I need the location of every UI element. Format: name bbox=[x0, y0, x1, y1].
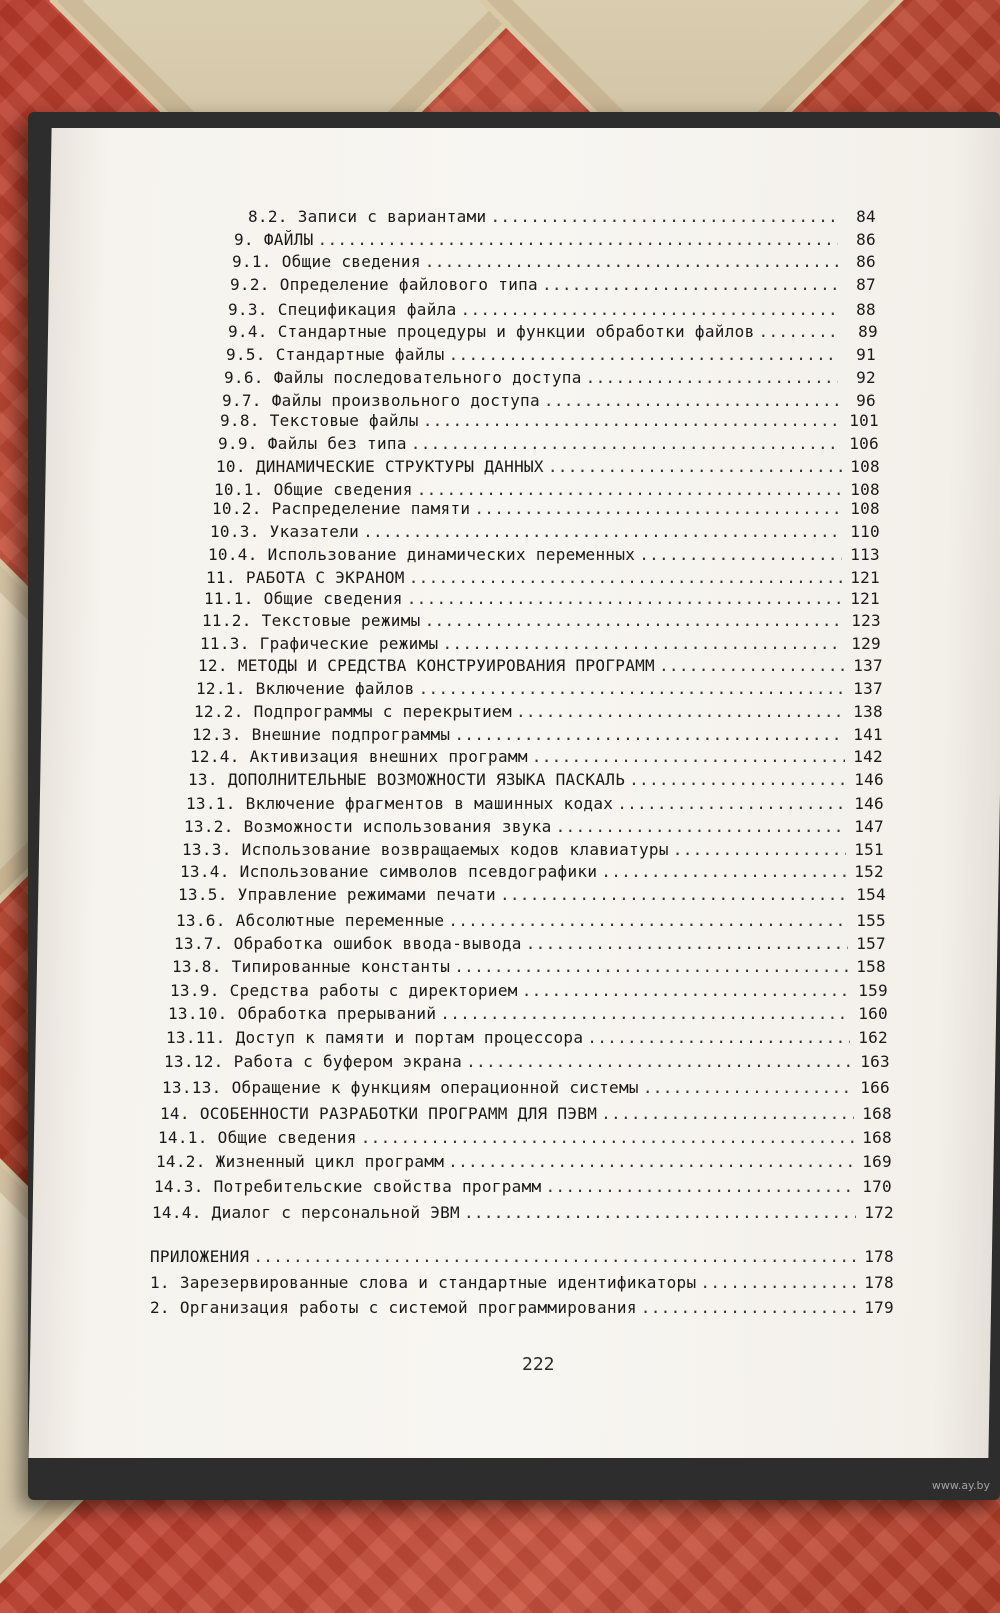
toc-entry-page: 162 bbox=[858, 1028, 888, 1047]
toc-entry bbox=[150, 1247, 894, 1269]
toc-entry bbox=[204, 589, 880, 611]
toc-entry-page: 146 bbox=[854, 794, 884, 813]
toc-entry-page: 108 bbox=[850, 499, 880, 518]
toc-entry bbox=[220, 411, 879, 433]
toc-leader-dots bbox=[423, 411, 841, 430]
toc-entry-number: 12.3. bbox=[192, 725, 242, 744]
toc-entry-number: 13.7. bbox=[174, 934, 224, 953]
toc-entry-number: 11.1. bbox=[204, 589, 254, 608]
toc-entry-title: Внешние подпрограммы bbox=[251, 725, 451, 744]
toc-leader-dots bbox=[407, 589, 842, 608]
toc-entry-title: МЕТОДЫ И СРЕДСТВА КОНСТРУИРОВАНИЯ ПРОГРАММ bbox=[237, 656, 655, 675]
toc-entry-title: Использование возвращаемых кодов клавиатуры bbox=[241, 840, 669, 859]
toc-leader-dots bbox=[440, 1004, 850, 1023]
toc-entry-title: Текстовые файлы bbox=[269, 411, 419, 430]
toc-entry-page: 178 bbox=[864, 1273, 894, 1292]
toc-entry-number: 9.6. bbox=[224, 368, 264, 387]
toc-entry-page: 121 bbox=[850, 568, 880, 587]
toc-entry-number: 2. bbox=[150, 1298, 170, 1317]
toc-leader-dots bbox=[643, 1078, 852, 1097]
toc-leader-dots bbox=[617, 794, 846, 813]
toc-entry bbox=[150, 1273, 894, 1295]
toc-entry-page: 123 bbox=[851, 611, 881, 630]
toc-leader-dots bbox=[411, 434, 841, 453]
toc-entry-page: 168 bbox=[862, 1128, 892, 1147]
toc-leader-dots bbox=[542, 275, 838, 294]
toc-entry bbox=[206, 568, 880, 590]
toc-entry-number: 12.4. bbox=[190, 747, 240, 766]
toc-entry-title: Текстовые режимы bbox=[261, 611, 421, 630]
toc-entry-number: 14.2. bbox=[156, 1152, 206, 1171]
toc-leader-dots bbox=[417, 480, 842, 499]
toc-leader-dots bbox=[425, 611, 843, 630]
toc-entry bbox=[154, 1177, 892, 1199]
toc-entry bbox=[192, 725, 883, 747]
toc-entry-page: 108 bbox=[850, 480, 880, 499]
toc-leader-dots bbox=[673, 840, 846, 859]
toc-entry-number: 9.9. bbox=[218, 434, 258, 453]
toc-entry-number: 9.2. bbox=[230, 275, 270, 294]
toc-entry-number: 12.2. bbox=[194, 702, 244, 721]
toc-entry-number: 1. bbox=[150, 1273, 170, 1292]
toc-entry-title: Обращение к функциям операционной системы bbox=[231, 1078, 639, 1097]
toc-entry-title: ОСОБЕННОСТИ РАЗРАБОТКИ ПРОГРАММ ДЛЯ ПЭВМ bbox=[199, 1104, 598, 1123]
toc-entry bbox=[150, 1298, 894, 1320]
toc-leader-dots bbox=[253, 1247, 856, 1266]
toc-entry-number: 13.2. bbox=[184, 817, 234, 836]
toc-leader-dots bbox=[544, 391, 838, 410]
toc-entry-title: Файлы последовательного доступа bbox=[273, 368, 582, 387]
toc-entry-number: 13.12. bbox=[164, 1052, 224, 1071]
toc-entry-title: ДИНАМИЧЕСКИЕ СТРУКТУРЫ ДАННЫХ bbox=[255, 457, 544, 476]
toc-entry bbox=[194, 702, 883, 724]
toc-entry-number: 11.2. bbox=[202, 611, 252, 630]
toc-entry-number: 11. bbox=[206, 568, 236, 587]
toc-entry-number: 9.7. bbox=[222, 391, 262, 410]
toc-entry-page: 96 bbox=[856, 391, 876, 410]
toc-entry bbox=[158, 1128, 892, 1150]
toc-entry bbox=[212, 499, 880, 521]
toc-entry-title: Включение файлов bbox=[255, 679, 415, 698]
toc-entry bbox=[200, 634, 881, 656]
toc-entry-number: 12.1. bbox=[196, 679, 246, 698]
toc-entry-number: 9. bbox=[234, 230, 254, 249]
toc-leader-dots bbox=[548, 457, 842, 476]
toc-leader-dots bbox=[448, 911, 848, 930]
toc-entry-title: Включение фрагментов в машинных кодах bbox=[245, 794, 614, 813]
toc-entry-number: 9.3. bbox=[228, 300, 268, 319]
toc-entry bbox=[248, 207, 876, 229]
toc-entry-page: 155 bbox=[856, 911, 886, 930]
toc-entry bbox=[168, 1004, 888, 1026]
toc-entry-title: Общие сведения bbox=[217, 1128, 357, 1147]
toc-entry-number: 13.3. bbox=[182, 840, 232, 859]
toc-entry-page: 169 bbox=[862, 1152, 892, 1171]
toc-entry-page: 170 bbox=[862, 1177, 892, 1196]
toc-leader-dots bbox=[526, 934, 848, 953]
toc-leader-dots bbox=[586, 368, 838, 387]
toc-leader-dots bbox=[601, 1104, 854, 1123]
toc-entry-page: 163 bbox=[860, 1052, 890, 1071]
toc-entry-number: 9.4. bbox=[228, 322, 268, 341]
toc-leader-dots bbox=[587, 1028, 850, 1047]
toc-entry-page: 108 bbox=[850, 457, 880, 476]
toc-entry bbox=[216, 457, 880, 479]
toc-entry bbox=[190, 747, 883, 769]
toc-entry bbox=[170, 981, 888, 1003]
toc-entry-page: 137 bbox=[853, 656, 883, 675]
toc-entry bbox=[174, 934, 886, 956]
toc-entry-title: Управление режимами печати bbox=[237, 885, 496, 904]
toc-entry-title: Диалог с персональной ЭВМ bbox=[211, 1203, 460, 1222]
toc-entry-title: Файлы произвольного доступа bbox=[271, 391, 540, 410]
toc-entry-page: 89 bbox=[858, 322, 878, 341]
toc-entry bbox=[180, 862, 884, 884]
toc-entry bbox=[182, 840, 884, 862]
toc-entry-title: Файлы без типа bbox=[267, 434, 407, 453]
toc-entry-number: 9.1. bbox=[232, 252, 272, 271]
toc-entry-number: 13.9. bbox=[170, 981, 220, 1000]
toc-entry-number: 14.4. bbox=[152, 1203, 202, 1222]
toc-leader-dots bbox=[641, 1298, 856, 1317]
toc-entry-page: 152 bbox=[854, 862, 884, 881]
toc-leader-dots bbox=[601, 862, 846, 881]
toc-entry bbox=[160, 1104, 892, 1126]
toc-entry-page: 101 bbox=[849, 411, 879, 430]
toc-entry bbox=[152, 1203, 894, 1225]
toc-entry bbox=[176, 911, 886, 933]
toc-entry-page: 154 bbox=[856, 885, 886, 904]
toc-entry-page: 86 bbox=[856, 252, 876, 271]
toc-entry-title: Подпрограммы с перекрытием bbox=[253, 702, 512, 721]
toc-entry-title: Распределение памяти bbox=[271, 499, 471, 518]
toc-leader-dots bbox=[464, 1203, 856, 1222]
toc-entry-title: Возможности использования звука bbox=[243, 817, 552, 836]
toc-entry-title: Общие сведения bbox=[273, 480, 413, 499]
toc-leader-dots bbox=[759, 322, 840, 341]
toc-entry-number: 12. bbox=[198, 656, 228, 675]
toc-entry bbox=[164, 1052, 890, 1074]
toc-leader-dots bbox=[545, 1177, 854, 1196]
toc-entry bbox=[162, 1078, 890, 1100]
toc-entry-page: 179 bbox=[864, 1298, 894, 1317]
toc-entry bbox=[230, 275, 876, 297]
toc-entry bbox=[226, 345, 876, 367]
toc-entry-number: 10.3. bbox=[210, 522, 260, 541]
toc-entry-number: 13.1. bbox=[186, 794, 236, 813]
toc-entry bbox=[172, 957, 886, 979]
toc-entry-title: РАБОТА С ЭКРАНОМ bbox=[245, 568, 405, 587]
toc-entry bbox=[186, 794, 884, 816]
toc-entry-title: Стандартные процедуры и функции обработки файлов bbox=[277, 322, 755, 341]
toc-entry-title: Спецификация файла bbox=[277, 300, 457, 319]
toc-entry-title: Доступ к памяти и портам процессора bbox=[235, 1028, 584, 1047]
toc-leader-dots bbox=[419, 679, 845, 698]
toc-leader-dots bbox=[361, 1128, 854, 1147]
toc-entry-page: 178 bbox=[864, 1247, 894, 1266]
toc-entry-title: Зарезервированные слова и стандартные идентификаторы bbox=[179, 1273, 697, 1292]
toc-entry-title: Использование символов псевдографики bbox=[239, 862, 598, 881]
toc-entry-number: 14.3. bbox=[154, 1177, 204, 1196]
toc-leader-dots bbox=[318, 230, 838, 249]
toc-entry-title: Жизненный цикл программ bbox=[215, 1152, 445, 1171]
page-number: 222 bbox=[522, 1354, 555, 1375]
toc-entry-number: 10. bbox=[216, 457, 246, 476]
toc-entry bbox=[208, 545, 880, 567]
toc-entry bbox=[184, 817, 884, 839]
toc-entry-page: 159 bbox=[858, 981, 888, 1000]
toc-entry-page: 147 bbox=[854, 817, 884, 836]
toc-entry bbox=[202, 611, 881, 633]
toc-leader-dots bbox=[532, 747, 845, 766]
toc-entry-page: 113 bbox=[850, 545, 880, 564]
toc-entry-page: 88 bbox=[856, 300, 876, 319]
toc-entry-title: Определение файлового типа bbox=[279, 275, 538, 294]
toc-leader-dots bbox=[448, 1152, 854, 1171]
toc-entry-title: ДОПОЛНИТЕЛЬНЫЕ ВОЗМОЖНОСТИ ЯЗЫКА ПАСКАЛЬ bbox=[227, 770, 626, 789]
toc-entry-title: Потребительские свойства программ bbox=[213, 1177, 542, 1196]
toc-entry-title: Активизация внешних программ bbox=[249, 747, 528, 766]
toc-leader-dots bbox=[659, 656, 845, 675]
toc-leader-dots bbox=[454, 957, 848, 976]
toc-entry-page: 86 bbox=[856, 230, 876, 249]
toc-leader-dots bbox=[454, 725, 845, 744]
toc-entry bbox=[210, 522, 880, 544]
toc-entry-page: 84 bbox=[856, 207, 876, 226]
toc-entry-number: 10.1. bbox=[214, 480, 264, 499]
toc-entry-title: Обработка прерываний bbox=[237, 1004, 437, 1023]
toc-entry-page: 168 bbox=[862, 1104, 892, 1123]
toc-entry-title: Средства работы с директорием bbox=[229, 981, 518, 1000]
toc-entry-page: 141 bbox=[853, 725, 883, 744]
toc-entry-number: 13.11. bbox=[166, 1028, 226, 1047]
toc-entry-page: 151 bbox=[854, 840, 884, 859]
toc-entry-page: 158 bbox=[856, 957, 886, 976]
toc-leader-dots bbox=[442, 634, 843, 653]
toc-entry-number: 13.10. bbox=[168, 1004, 228, 1023]
toc-entry-page: 137 bbox=[853, 679, 883, 698]
toc-leader-dots bbox=[500, 885, 848, 904]
toc-entry bbox=[232, 252, 876, 274]
toc-entry-title: Типированные константы bbox=[231, 957, 451, 976]
toc-entry bbox=[188, 770, 884, 792]
toc-entry-title: Абсолютные переменные bbox=[235, 911, 445, 930]
toc-entry bbox=[234, 230, 876, 252]
toc-entry-page: 91 bbox=[856, 345, 876, 364]
toc-leader-dots bbox=[474, 499, 842, 518]
toc-entry-title: Общие сведения bbox=[263, 589, 403, 608]
toc-entry-page: 146 bbox=[854, 770, 884, 789]
toc-entry-number: 9.8. bbox=[220, 411, 260, 430]
toc-entry bbox=[166, 1028, 888, 1050]
toc-leader-dots bbox=[639, 545, 842, 564]
toc-entry-page: 110 bbox=[850, 522, 880, 541]
toc-entry-number: 8.2. bbox=[248, 207, 288, 226]
toc-entry-number: 14. bbox=[160, 1104, 190, 1123]
toc-entry-number: 10.2. bbox=[212, 499, 262, 518]
toc-entry bbox=[228, 322, 878, 344]
toc-leader-dots bbox=[363, 522, 842, 541]
toc-entry-page: 160 bbox=[858, 1004, 888, 1023]
toc-entry bbox=[218, 434, 879, 456]
toc-leader-dots bbox=[556, 817, 846, 836]
toc-entry-page: 166 bbox=[860, 1078, 890, 1097]
toc-entry-page: 172 bbox=[864, 1203, 894, 1222]
toc-entry-number: 9.5. bbox=[226, 345, 266, 364]
toc-leader-dots bbox=[449, 345, 838, 364]
toc-entry-title: Обработка ошибок ввода-вывода bbox=[233, 934, 522, 953]
toc-entry-title: ФАЙЛЫ bbox=[263, 230, 314, 249]
toc-entry-title: ПРИЛОЖЕНИЯ bbox=[150, 1247, 250, 1266]
toc-leader-dots bbox=[516, 702, 845, 721]
toc-leader-dots bbox=[700, 1273, 856, 1292]
toc-entry bbox=[224, 368, 876, 390]
toc-entry-page: 106 bbox=[849, 434, 879, 453]
toc-entry-title: Стандартные файлы bbox=[275, 345, 445, 364]
toc-leader-dots bbox=[629, 770, 846, 789]
toc-entry bbox=[228, 300, 876, 322]
toc-leader-dots bbox=[425, 252, 838, 271]
toc-entry bbox=[198, 656, 883, 678]
toc-entry-number: 13. bbox=[188, 770, 218, 789]
toc-entry bbox=[178, 885, 886, 907]
watermark: www.ay.by bbox=[931, 1479, 990, 1492]
toc-entry-number: 13.6. bbox=[176, 911, 226, 930]
toc-entry-title: Организация работы с системой программирования bbox=[179, 1298, 637, 1317]
toc-entry-title: Работа с буфером экрана bbox=[233, 1052, 463, 1071]
toc-leader-dots bbox=[461, 300, 838, 319]
toc-entry bbox=[196, 679, 883, 701]
toc-entry-number: 11.3. bbox=[200, 634, 250, 653]
toc-entry-page: 121 bbox=[850, 589, 880, 608]
toc-entry-number: 14.1. bbox=[158, 1128, 208, 1147]
toc-entry-number: 13.13. bbox=[162, 1078, 222, 1097]
toc-leader-dots bbox=[522, 981, 850, 1000]
toc-entry-page: 138 bbox=[853, 702, 883, 721]
toc-entry-page: 87 bbox=[856, 275, 876, 294]
toc-entry-number: 13.5. bbox=[178, 885, 228, 904]
toc-entry-page: 92 bbox=[856, 368, 876, 387]
toc-leader-dots bbox=[466, 1052, 852, 1071]
toc-entry-page: 129 bbox=[851, 634, 881, 653]
toc-entry-number: 10.4. bbox=[208, 545, 258, 564]
toc-entry-title: Записи с вариантами bbox=[297, 207, 487, 226]
toc-entry-title: Графические режимы bbox=[259, 634, 439, 653]
toc-entry-page: 142 bbox=[853, 747, 883, 766]
toc-leader-dots bbox=[409, 568, 842, 587]
toc-entry-title: Указатели bbox=[269, 522, 360, 541]
toc-entry-number: 13.4. bbox=[180, 862, 230, 881]
toc-entry-page: 157 bbox=[856, 934, 886, 953]
toc-entry-title: Использование динамических переменных bbox=[267, 545, 636, 564]
toc-entry bbox=[222, 391, 876, 413]
toc-entry bbox=[156, 1152, 892, 1174]
toc-leader-dots bbox=[490, 207, 838, 226]
toc-entry-number: 13.8. bbox=[172, 957, 222, 976]
toc-entry-title: Общие сведения bbox=[281, 252, 421, 271]
